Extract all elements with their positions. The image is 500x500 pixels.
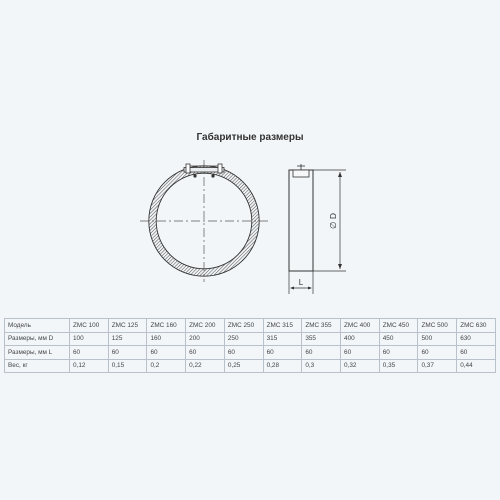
table-cell: ZMC 500 xyxy=(418,319,457,333)
table-cell: 125 xyxy=(108,332,147,346)
table-cell: ZMC 400 xyxy=(341,319,380,333)
table-cell: 60 xyxy=(379,346,418,360)
table-cell: ZMC 355 xyxy=(302,319,341,333)
center-lines xyxy=(140,160,268,282)
table-cell: 315 xyxy=(263,332,302,346)
table-cell: ZMC 315 xyxy=(263,319,302,333)
table-cell: 0,2 xyxy=(147,359,186,373)
table-cell: 160 xyxy=(147,332,186,346)
clamp-side-body xyxy=(289,170,313,271)
side-view xyxy=(289,164,346,294)
table-cell: ZMC 200 xyxy=(186,319,225,333)
table-cell: 60 xyxy=(224,346,263,360)
table-cell: 450 xyxy=(379,332,418,346)
table-cell: ZMC 100 xyxy=(70,319,109,333)
front-view xyxy=(140,160,268,282)
table-cell: ZMC 250 xyxy=(224,319,263,333)
table-cell: 0,35 xyxy=(379,359,418,373)
diameter-label: ∅ D xyxy=(328,213,338,229)
table-cell: 0,44 xyxy=(457,359,496,373)
table-cell: 60 xyxy=(341,346,380,360)
table-cell: ZMC 160 xyxy=(147,319,186,333)
table-cell: 400 xyxy=(341,332,380,346)
clamp-side-buckle xyxy=(293,170,309,177)
table-cell: ZMC 125 xyxy=(108,319,147,333)
table-cell: 60 xyxy=(302,346,341,360)
table-cell: 500 xyxy=(418,332,457,346)
drawing-title: Габаритные размеры xyxy=(196,132,304,143)
table-cell: 60 xyxy=(147,346,186,360)
length-label: L xyxy=(298,278,304,287)
table-cell: 0,25 xyxy=(224,359,263,373)
row-label: Вес, кг xyxy=(5,359,70,373)
row-label: Размеры, мм L xyxy=(5,346,70,360)
table-cell: 0,15 xyxy=(108,359,147,373)
table-cell: 60 xyxy=(457,346,496,360)
table-cell: 60 xyxy=(263,346,302,360)
table-cell: 0,37 xyxy=(418,359,457,373)
row-label: Модель xyxy=(5,319,70,333)
table-cell: 355 xyxy=(302,332,341,346)
table-row xyxy=(5,346,496,360)
table-row xyxy=(5,319,496,333)
table-cell: ZMC 630 xyxy=(457,319,496,333)
table-row xyxy=(5,359,496,373)
table-cell: 0,32 xyxy=(341,359,380,373)
dimensions-table xyxy=(4,318,496,373)
table-cell: 200 xyxy=(186,332,225,346)
table-cell: 60 xyxy=(70,346,109,360)
table-cell: 250 xyxy=(224,332,263,346)
table-cell: 0,22 xyxy=(186,359,225,373)
row-label: Размеры, мм D xyxy=(5,332,70,346)
table-cell: 60 xyxy=(418,346,457,360)
table-cell: 60 xyxy=(186,346,225,360)
table-row xyxy=(5,332,496,346)
table-cell: 60 xyxy=(108,346,147,360)
table-cell: 100 xyxy=(70,332,109,346)
table-cell: 0,12 xyxy=(70,359,109,373)
table-cell: ZMC 450 xyxy=(379,319,418,333)
table-cell: 0,28 xyxy=(263,359,302,373)
table-cell: 0,3 xyxy=(302,359,341,373)
table-cell: 630 xyxy=(457,332,496,346)
